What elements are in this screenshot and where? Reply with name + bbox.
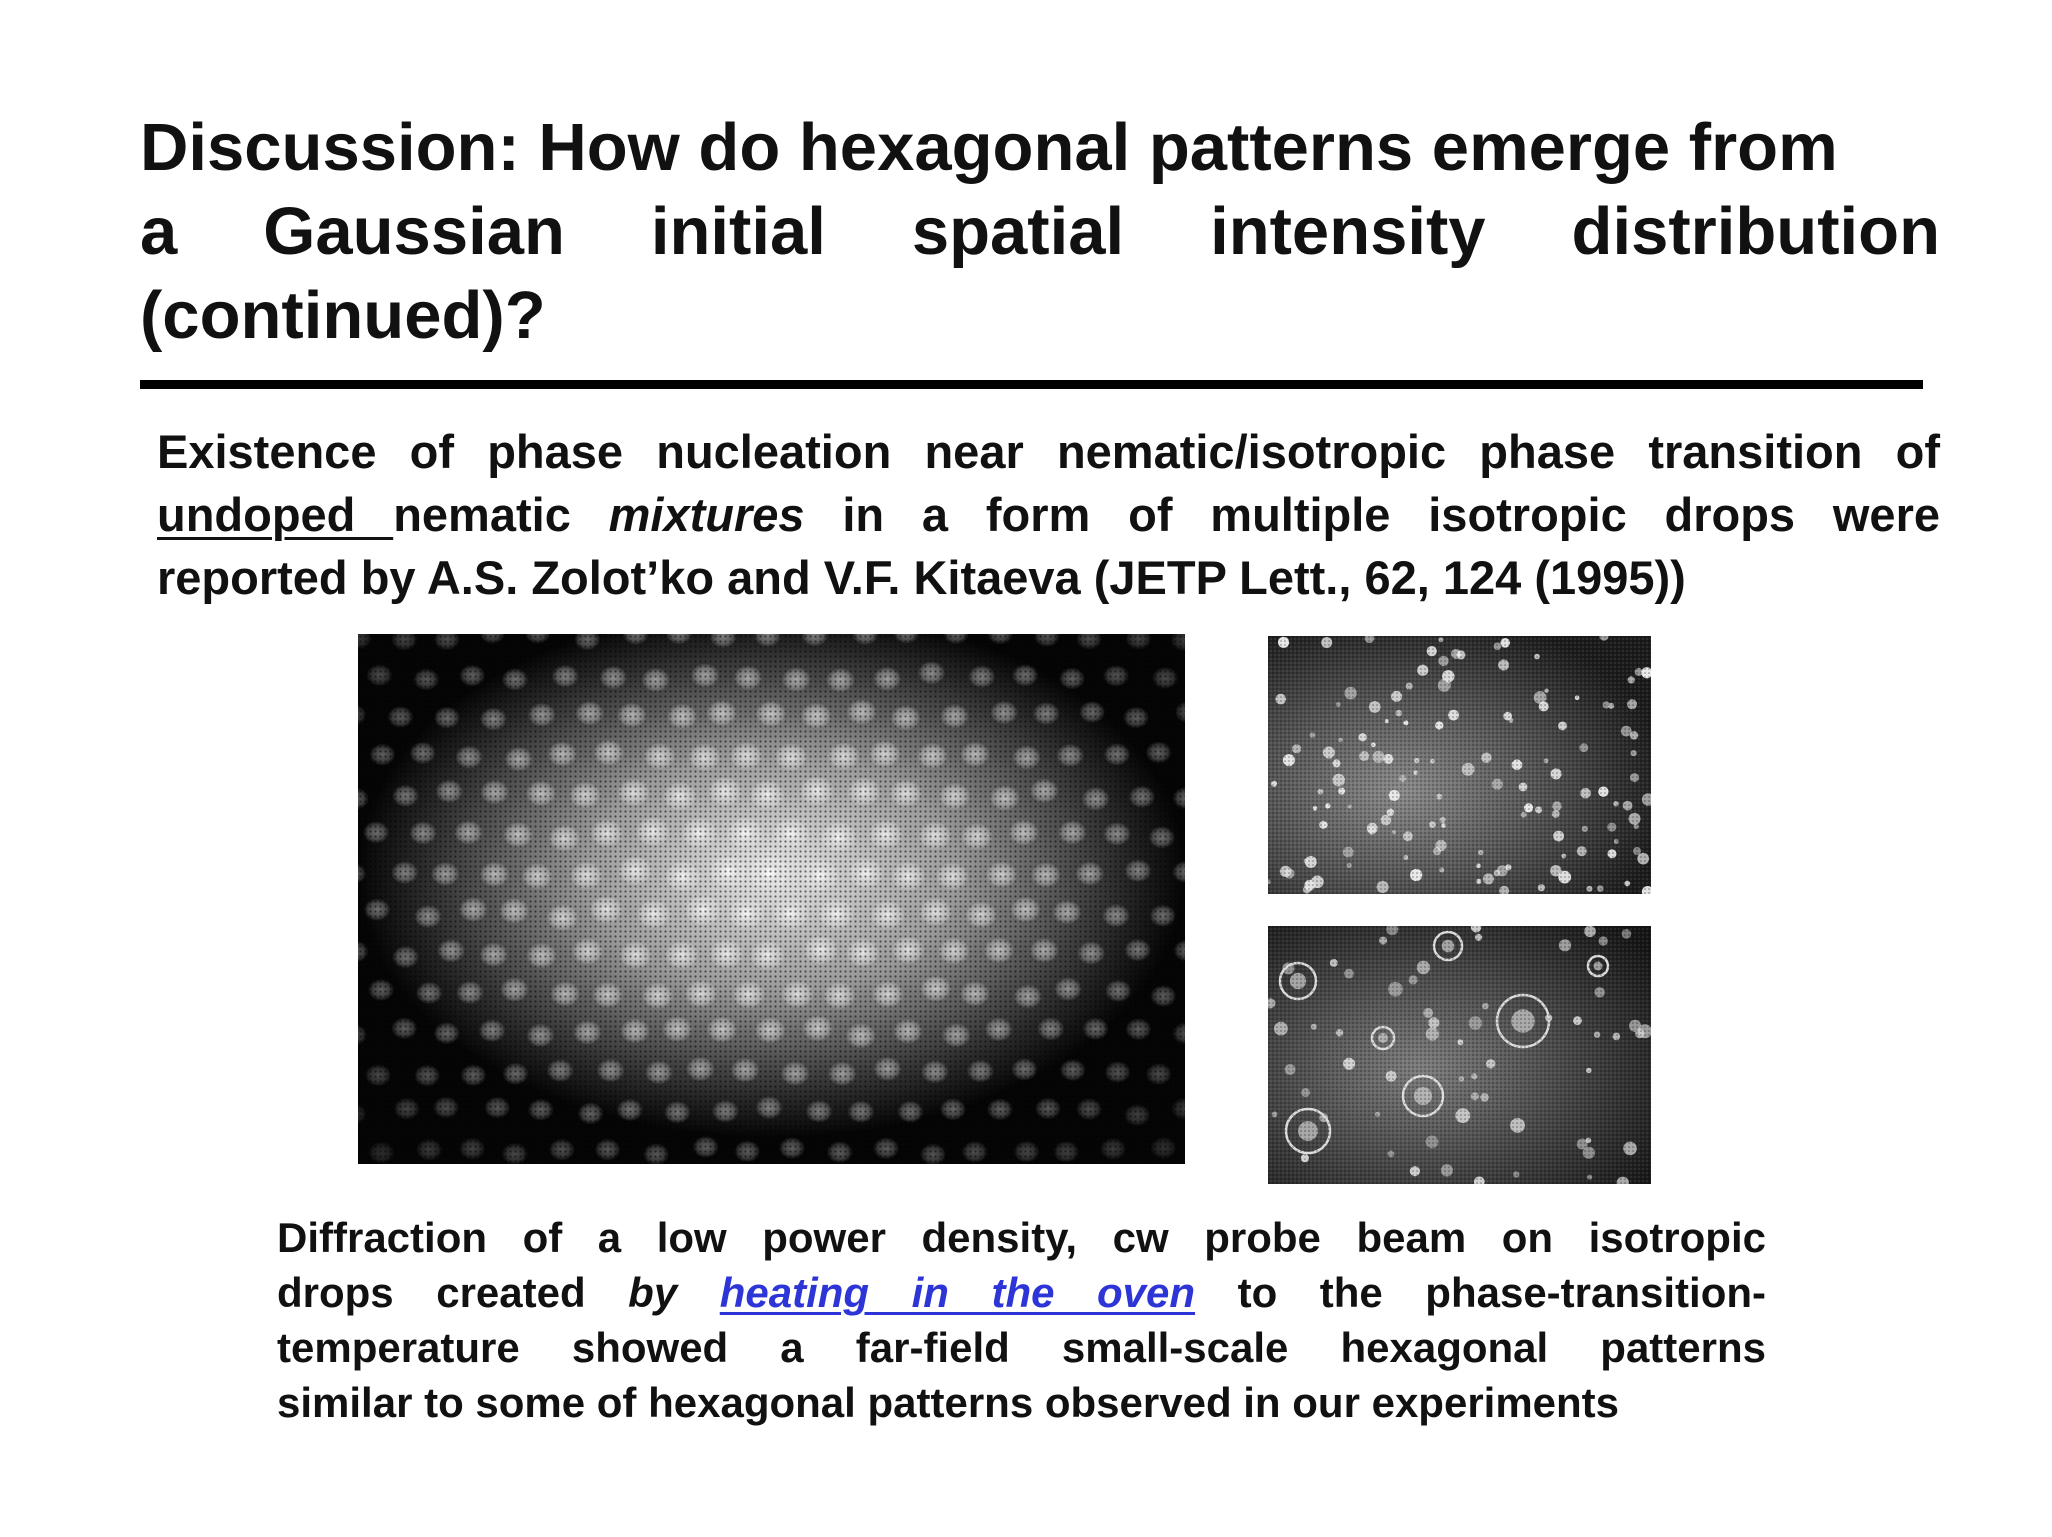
- title-line-3: (continued)?: [140, 278, 546, 353]
- title-line-1: Discussion: How do hexagonal patterns emerge from: [140, 110, 1838, 185]
- intro-line-3: reported by A.S. Zolot’ko and V.F. Kitaeva (JETP Lett., 62, 124 (1995)): [157, 551, 1686, 604]
- intro-line-2-text-a: nematic: [393, 488, 609, 541]
- undoped-underlined-text: undoped: [157, 488, 394, 541]
- title-divider: [140, 380, 1923, 389]
- intro-paragraph: [157, 420, 1940, 609]
- isotropic-drops-micrograph-bottom: [1268, 926, 1651, 1184]
- figure-caption: [277, 1210, 1766, 1430]
- heating-in-the-oven-link[interactable]: heating in the oven: [719, 1269, 1196, 1316]
- caption-line-2: [277, 1265, 1766, 1320]
- caption-line-2-text-a: drops created: [277, 1269, 629, 1316]
- intro-line-1: Existence of phase nucleation near nematic/isotropic phase transition of: [157, 425, 1940, 478]
- slide-title: [140, 106, 1940, 358]
- hexagonal-diffraction-image: [358, 634, 1185, 1164]
- caption-line-4: similar to some of hexagonal patterns observed in our experiments: [277, 1379, 1620, 1426]
- caption-line-2-text-b: to the phase-transition-: [1195, 1269, 1766, 1316]
- title-line-2: a Gaussian initial spatial intensity distribution: [140, 194, 1940, 269]
- caption-line-3: temperature showed a far-field small-scale hexagonal patterns: [277, 1324, 1766, 1371]
- intro-line-2: [157, 483, 1940, 546]
- mixtures-italic-text: mixtures: [608, 488, 805, 541]
- by-italic-text: by: [628, 1269, 678, 1316]
- isotropic-drops-micrograph-top: [1268, 636, 1651, 894]
- caption-line-1: Diffraction of a low power density, cw probe beam on isotropic: [277, 1214, 1766, 1261]
- intro-line-2-text-b: in a form of multiple isotropic drops were: [804, 488, 1940, 541]
